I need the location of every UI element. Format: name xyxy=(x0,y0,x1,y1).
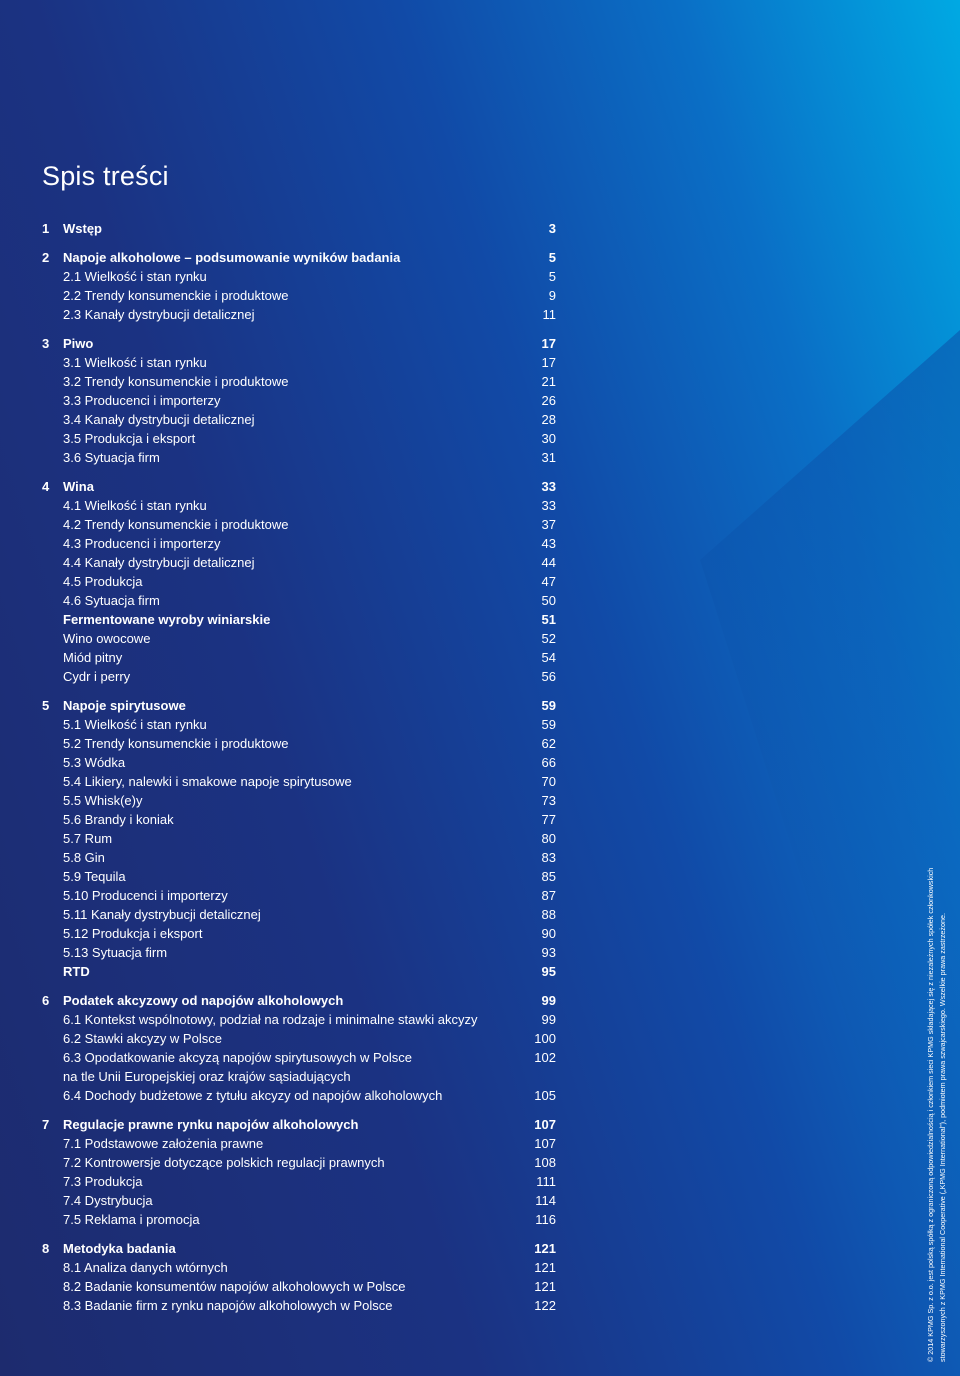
toc-entry xyxy=(42,591,556,610)
toc-section-8 xyxy=(42,1239,556,1315)
section-title: Piwo xyxy=(63,336,94,351)
toc-section-heading xyxy=(42,248,556,267)
page-number: 3 xyxy=(548,221,556,236)
page-number: 5 xyxy=(548,250,556,265)
page-number: 80 xyxy=(541,831,556,846)
section-number: 4 xyxy=(42,479,50,494)
toc-entry xyxy=(42,829,556,848)
page-number: 50 xyxy=(541,593,556,608)
page-number: 102 xyxy=(534,1050,556,1065)
entry-title: 5.1 Wielkość i stan rynku xyxy=(63,717,207,732)
page-number: 9 xyxy=(548,288,556,303)
toc-section-heading xyxy=(42,1239,556,1258)
toc-entry xyxy=(42,1172,556,1191)
page-number: 66 xyxy=(541,755,556,770)
entry-title: 3.1 Wielkość i stan rynku xyxy=(63,355,207,370)
page-number: 107 xyxy=(534,1136,556,1151)
section-number: 5 xyxy=(42,698,50,713)
page-number: 99 xyxy=(541,993,556,1008)
toc-entry xyxy=(42,753,556,772)
entry-title: 3.3 Producenci i importerzy xyxy=(63,393,221,408)
page-number: 43 xyxy=(541,536,556,551)
toc-list xyxy=(42,219,556,1325)
page-number: 73 xyxy=(541,793,556,808)
entry-title: 5.8 Gin xyxy=(63,850,105,865)
page-number: 44 xyxy=(541,555,556,570)
entry-title: 2.3 Kanały dystrybucji detalicznej xyxy=(63,307,255,322)
toc-entry xyxy=(42,534,556,553)
toc-entry xyxy=(42,1029,556,1048)
toc-subheading xyxy=(42,610,556,629)
entry-title: 7.2 Kontrowersje dotyczące polskich regulacji prawnych xyxy=(63,1155,385,1170)
page-number: 17 xyxy=(541,336,556,351)
page-number: 54 xyxy=(541,650,556,665)
section-title: Wina xyxy=(63,479,94,494)
entry-title: 7.4 Dystrybucja xyxy=(63,1193,153,1208)
section-title: Napoje alkoholowe – podsumowanie wyników badania xyxy=(63,250,401,265)
page-number: 85 xyxy=(541,869,556,884)
section-number: 6 xyxy=(42,993,50,1008)
entry-title: 5.4 Likiery, nalewki i smakowe napoje spirytusowe xyxy=(63,774,352,789)
page-number: 26 xyxy=(541,393,556,408)
toc-entry xyxy=(42,734,556,753)
entry-title: 5.10 Producenci i importerzy xyxy=(63,888,228,903)
page-number: 70 xyxy=(541,774,556,789)
page-number: 56 xyxy=(541,669,556,684)
page-number: 95 xyxy=(541,964,556,979)
toc-section-heading xyxy=(42,991,556,1010)
toc-entry xyxy=(42,372,556,391)
section-title: Napoje spirytusowe xyxy=(63,698,186,713)
toc-section-heading xyxy=(42,219,556,238)
toc-entry xyxy=(42,791,556,810)
entry-title: 4.3 Producenci i importerzy xyxy=(63,536,221,551)
entry-title: 4.5 Produkcja xyxy=(63,574,143,589)
toc-section-3 xyxy=(42,334,556,467)
entry-title: 2.2 Trendy konsumenckie i produktowe xyxy=(63,288,289,303)
page-number: 87 xyxy=(541,888,556,903)
page-number: 105 xyxy=(534,1088,556,1103)
entry-title: Wino owocowe xyxy=(63,631,151,646)
toc-entry xyxy=(42,286,556,305)
copyright-line-2: stowarzyszonych z KPMG International Cooperative („KPMG International”), podmiotem prawa szwajcarskiego. Wszelkie prawa zastrzeżone. xyxy=(937,913,947,1362)
toc-section-6 xyxy=(42,991,556,1105)
entry-title: 5.11 Kanały dystrybucji detalicznej xyxy=(63,907,261,922)
toc-section-1 xyxy=(42,219,556,238)
entry-title: 6.2 Stawki akcyzy w Polsce xyxy=(63,1031,222,1046)
entry-title: 5.13 Sytuacja firm xyxy=(63,945,168,960)
entry-title-continued: na tle Unii Europejskiej oraz krajów sąsiadujących xyxy=(63,1069,351,1084)
toc-entry xyxy=(42,391,556,410)
entry-title: 5.2 Trendy konsumenckie i produktowe xyxy=(63,736,289,751)
entry-title: 3.4 Kanały dystrybucji detalicznej xyxy=(63,412,255,427)
toc-entry xyxy=(42,1210,556,1229)
entry-title: 6.4 Dochody budżetowe z tytułu akcyzy od napojów alkoholowych xyxy=(63,1088,443,1103)
toc-entry xyxy=(42,848,556,867)
entry-title: 5.6 Brandy i koniak xyxy=(63,812,174,827)
toc-entry xyxy=(42,867,556,886)
toc-section-heading xyxy=(42,334,556,353)
toc-entry xyxy=(42,267,556,286)
toc-entry xyxy=(42,905,556,924)
page-number: 114 xyxy=(535,1193,556,1208)
page-number: 47 xyxy=(541,574,556,589)
section-title: Wstęp xyxy=(63,221,102,236)
entry-title: 7.5 Reklama i promocja xyxy=(63,1212,200,1227)
page-number: 59 xyxy=(541,698,556,713)
entry-title: 3.2 Trendy konsumenckie i produktowe xyxy=(63,374,289,389)
page-number: 99 xyxy=(541,1012,556,1027)
toc-section-heading xyxy=(42,1115,556,1134)
toc-entry xyxy=(42,715,556,734)
entry-title: 8.1 Analiza danych wtórnych xyxy=(63,1260,228,1275)
section-title: Podatek akcyzowy od napojów alkoholowych xyxy=(63,993,344,1008)
diagonal-panel xyxy=(700,330,960,1376)
toc-entry xyxy=(42,448,556,467)
toc-entry xyxy=(42,1191,556,1210)
toc-subheading xyxy=(42,962,556,981)
toc-section-4 xyxy=(42,477,556,686)
page-number: 59 xyxy=(541,717,556,732)
entry-title: 5.7 Rum xyxy=(63,831,113,846)
page-number: 90 xyxy=(541,926,556,941)
toc-entry xyxy=(42,629,556,648)
entry-title: 6.1 Kontekst wspólnotowy, podział na rodzaje i minimalne stawki akcyzy xyxy=(63,1012,478,1027)
page-number: 122 xyxy=(534,1298,556,1313)
page-number: 31 xyxy=(541,450,556,465)
page-number: 11 xyxy=(542,307,556,322)
page-number: 52 xyxy=(541,631,556,646)
entry-title: 5.3 Wódka xyxy=(63,755,126,770)
toc-section-2 xyxy=(42,248,556,324)
page-number: 107 xyxy=(534,1117,556,1132)
toc-entry xyxy=(42,1277,556,1296)
page-number: 30 xyxy=(541,431,556,446)
page-number: 100 xyxy=(534,1031,556,1046)
page-number: 77 xyxy=(541,812,556,827)
page-number: 121 xyxy=(534,1260,556,1275)
page-number: 111 xyxy=(536,1174,556,1189)
toc-entry xyxy=(42,1258,556,1277)
section-number: 2 xyxy=(42,250,50,265)
entry-title: Fermentowane wyroby winiarskie xyxy=(63,612,271,627)
section-number: 3 xyxy=(42,336,50,351)
toc-entry xyxy=(42,1048,556,1086)
entry-title: 3.5 Produkcja i eksport xyxy=(63,431,196,446)
page-number: 28 xyxy=(541,412,556,427)
entry-title: 5.9 Tequila xyxy=(63,869,126,884)
page-number: 17 xyxy=(541,355,556,370)
page-number: 88 xyxy=(541,907,556,922)
toc-entry xyxy=(42,1010,556,1029)
page-number: 83 xyxy=(541,850,556,865)
entry-title: RTD xyxy=(63,964,90,979)
toc-entry xyxy=(42,353,556,372)
toc-entry xyxy=(42,305,556,324)
section-number: 7 xyxy=(42,1117,50,1132)
page-number: 33 xyxy=(541,498,556,513)
toc-entry xyxy=(42,667,556,686)
page-number: 108 xyxy=(534,1155,556,1170)
page-number: 62 xyxy=(541,736,556,751)
page-number: 51 xyxy=(541,612,556,627)
section-number: 8 xyxy=(42,1241,50,1256)
toc-section-heading xyxy=(42,696,556,715)
section-number: 1 xyxy=(42,221,50,236)
toc-section-heading xyxy=(42,477,556,496)
entry-title: 4.1 Wielkość i stan rynku xyxy=(63,498,207,513)
page-number: 21 xyxy=(541,374,556,389)
toc-entry xyxy=(42,1153,556,1172)
entry-title: 5.5 Whisk(e)y xyxy=(63,793,143,808)
toc-entry xyxy=(42,572,556,591)
entry-title: 6.3 Opodatkowanie akcyzą napojów spirytusowych w Polsce xyxy=(63,1050,413,1065)
toc-entry xyxy=(42,648,556,667)
entry-title: 5.12 Produkcja i eksport xyxy=(63,926,203,941)
toc-section-7 xyxy=(42,1115,556,1229)
entry-title: 8.2 Badanie konsumentów napojów alkoholowych w Polsce xyxy=(63,1279,406,1294)
toc-entry xyxy=(42,810,556,829)
toc-entry xyxy=(42,1296,556,1315)
section-title: Metodyka badania xyxy=(63,1241,176,1256)
toc-entry xyxy=(42,772,556,791)
entry-title: 8.3 Badanie firm z rynku napojów alkoholowych w Polsce xyxy=(63,1298,393,1313)
page-number: 33 xyxy=(541,479,556,494)
section-title: Regulacje prawne rynku napojów alkoholowych xyxy=(63,1117,359,1132)
toc-entry xyxy=(42,496,556,515)
toc-entry xyxy=(42,410,556,429)
page-number: 93 xyxy=(541,945,556,960)
page-number: 121 xyxy=(534,1279,556,1294)
toc-entry xyxy=(42,924,556,943)
toc-entry xyxy=(42,943,556,962)
entry-title: 3.6 Sytuacja firm xyxy=(63,450,160,465)
copyright-notice xyxy=(925,822,948,1362)
page-number: 116 xyxy=(535,1212,556,1227)
toc-entry xyxy=(42,1134,556,1153)
entry-title: 7.1 Podstawowe założenia prawne xyxy=(63,1136,264,1151)
toc-entry xyxy=(42,515,556,534)
entry-title: 4.4 Kanały dystrybucji detalicznej xyxy=(63,555,255,570)
page-number: 121 xyxy=(534,1241,556,1256)
entry-title: 4.2 Trendy konsumenckie i produktowe xyxy=(63,517,289,532)
toc-entry xyxy=(42,1086,556,1105)
toc-entry xyxy=(42,429,556,448)
page-number: 37 xyxy=(541,517,556,532)
entry-title: 2.1 Wielkość i stan rynku xyxy=(63,269,207,284)
entry-title: 7.3 Produkcja xyxy=(63,1174,143,1189)
toc-entry xyxy=(42,553,556,572)
entry-title: 4.6 Sytuacja firm xyxy=(63,593,160,608)
entry-title: Miód pitny xyxy=(63,650,123,665)
page-number: 5 xyxy=(548,269,556,284)
toc-entry xyxy=(42,886,556,905)
page-title: Spis treści xyxy=(42,161,169,191)
toc-section-5 xyxy=(42,696,556,981)
entry-title: Cydr i perry xyxy=(63,669,131,684)
copyright-line-1: © 2014 KPMG Sp. z o.o. jest polską spółką z ograniczoną odpowiedzialnością i członkiem sieci KPMG składającej się z niezależnych spółek członkowskich xyxy=(926,867,935,1362)
